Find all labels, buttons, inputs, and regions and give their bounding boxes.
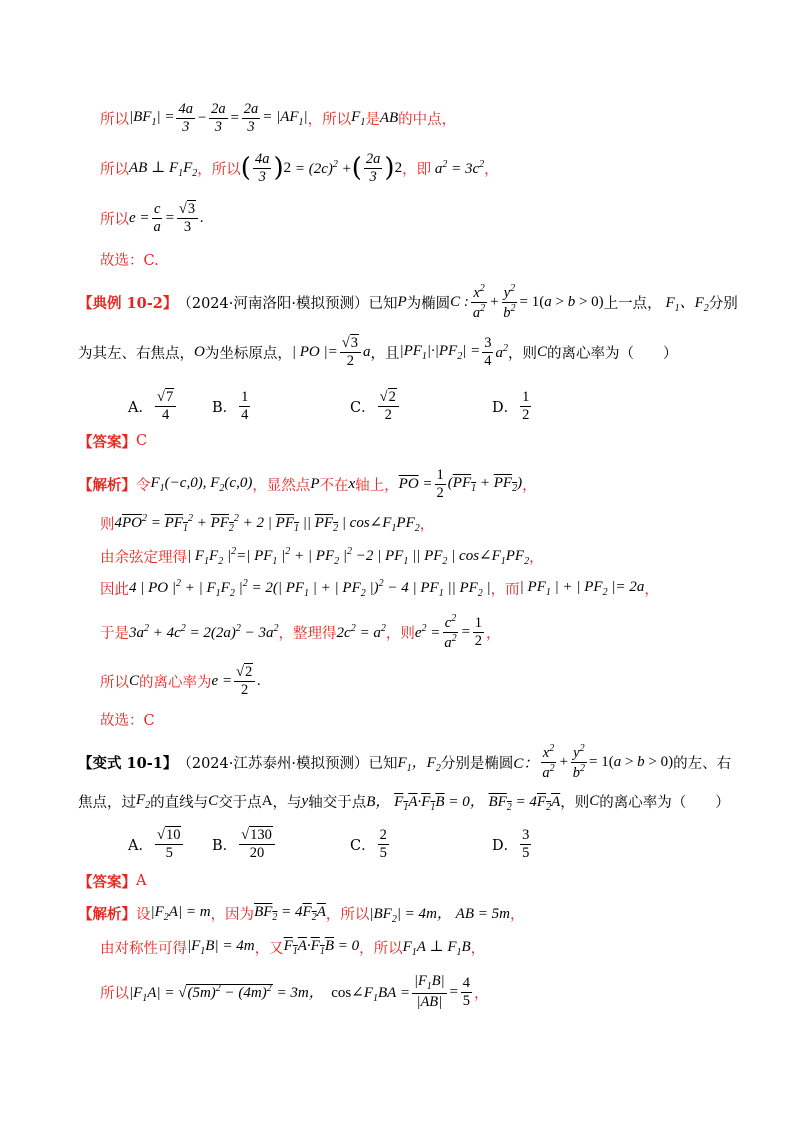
text: 是 <box>365 111 380 128</box>
example-line-2: 为其左、右焦点， O 为坐标原点， | PO |= $\frac{√3}{2}$ a ，且 $|PF_1|\cdot|PF_2|$ = $\frac{3}{4}$ $a^2$ ，则 C 的离心率为（ ） <box>78 334 678 369</box>
text: 所以 <box>100 111 129 128</box>
analysis-line-5: 于是 $3a^2 + 4c^2 = 2(2a)^2 - 3a^2$ ，整理得 $2c^2 = a^2$ ，则 $e^2$ = $\frac{c^2}{a^2}$ = $\frac{1}{2}$ ， <box>100 613 501 651</box>
option-a: A． $\frac{√10}{5}$ <box>128 824 185 864</box>
answer-value: A <box>136 873 147 889</box>
text: ，即 <box>402 161 432 178</box>
analysis-line-7: 故选：C <box>100 712 155 729</box>
variant-analysis-line-3: 所以 $|F_1A| = √(5m)^2 - (4m)^2 = 3m$， $\cos\angle F_1BA$ = $\frac{|F_1B|}{|AB|}$ = $\frac{4}{5}$ ， <box>100 973 489 1010</box>
variant-line-2: 焦点，过 $F_2$ 的直线与 C 交于点 A ，与 y 轴交于点 B， $F_1A\cdot F_1B = 0$， $BF_2 = 4F_2A$ ，则 C 的离心率为（ ） <box>78 791 730 813</box>
answer-label: 【答案】 <box>78 873 136 891</box>
answer-choice-line <box>100 248 740 270</box>
option-d: D． $\frac{3}{5}$ <box>492 826 530 861</box>
solution-line-1: 所以 $|BF_1|$ = $\frac{4a}{3}$ − $\frac{2a}{3}$ = $\frac{2a}{3}$ = $|AF_1|$ ，所以 $F_1$ 是 AB 的中点， <box>100 100 457 135</box>
text: ，所以 <box>197 161 241 178</box>
text: 上一点， <box>603 295 662 312</box>
option-a: A． $\frac{√7}{4}$ <box>128 386 178 426</box>
text: ，且 <box>370 345 400 362</box>
analysis-line-1: 【解析】 令 $F_1(-c,0)$, $F_2(c,0)$ ，显然点 P 不在 x 轴上， $\overline{PO}$ = $\frac{1}{2}$ $(PF_1 + PF_2)$ ， <box>78 466 537 501</box>
text: 所以 <box>100 161 129 178</box>
fraction: $\frac{4a}{3}$ <box>178 100 193 135</box>
answer-line <box>78 870 740 892</box>
analysis-label: 【解析】 <box>78 905 136 923</box>
fraction: $\frac{2a}{3}$ <box>243 100 259 135</box>
variant-title-line: 【变式 10-1】 （2024·江苏泰州·模拟预测）已知 $F_1$，$F_2$ 分别是椭圆 C： $\frac{x^2}{a^2}$ + $\frac{y^2}{b^2}$ = 1(a > b > 0) 的左、右 <box>78 743 732 781</box>
analysis-line-4: 因此 4 | PO $|^2$ + | $F_1F_2$ $|^2 = 2(|$ $PF_1$ | + | $PF_2$ |)$^2$ − 4 | $PF_1$ || $PF_2$ | ，而 | $PF_1$ | + | $PF_2$ |= 2a ， <box>100 577 659 599</box>
analysis-line-6: 所以 C 的离心率为 e = $\frac{√2}{2}$ . <box>100 663 262 698</box>
text: 的离心率为（ ） <box>546 345 678 362</box>
text: 所以 <box>100 211 129 228</box>
text: ，所以 <box>307 111 352 128</box>
formula: $|BF_1|$ = <box>129 108 175 128</box>
fraction: $\frac{2a}{3}$ <box>211 100 226 135</box>
text: 为椭圆 <box>406 295 451 312</box>
analysis-line-3: 由余弦定理得 | $F_1F_2$ $|^2=|$ $PF_1$ $|^2$ + | $PF_2$ $|^2 -2$ | $PF_1$ || $PF_2$ | $\cos\angle F_1PF_2$ ， <box>100 545 544 567</box>
solution-line-3: 所以 e = $\frac{c}{a}$ = $\frac{√3}{3}$ . <box>100 200 204 235</box>
variant-label: 【变式 10-1】 <box>78 754 178 772</box>
option-b: B． $\frac{√130}{20}$ <box>212 824 277 864</box>
text: 分别 <box>708 295 738 312</box>
option-d: D． $\frac{1}{2}$ <box>492 388 530 423</box>
option-c: C． $\frac{2}{5}$ <box>350 826 387 861</box>
answer-line <box>78 430 740 452</box>
answer-value: C <box>136 433 148 449</box>
text: （2024·河南洛阳·模拟预测）已知 <box>177 295 398 312</box>
text: 为其左、右焦点， <box>78 345 194 362</box>
variant-analysis-line-2: 由对称性可得 $|F_1B| = 4m$ ，又 $F_1A\cdot F_1B = 0$ ，所以 $F_1A$ ⊥ $F_1B$ ， <box>100 937 486 958</box>
option-b: B． $\frac{1}{4}$ <box>212 388 249 423</box>
answer-label: 【答案】 <box>78 433 136 451</box>
variant-analysis-line-1: 【解析】 设 $|F_2A| = m$ ，因为 $BF_2 = 4F_2A$ ，所以 $|BF_2| = 4m$， AB = 5m ， <box>78 903 525 925</box>
text: 的中点， <box>398 111 457 128</box>
text: 为坐标原点， <box>204 345 292 362</box>
analysis-label: 【解析】 <box>78 476 136 494</box>
solution-line-2: 所以 AB ⊥ $F_1F_2$ ，所以 ( $\frac{4a}{3}$ ) 2 = $(2c)^2$ + ( $\frac{2a}{3}$ ) 2 ，即 $a^2 = 3c^2$ ， <box>100 150 499 185</box>
example-label: 【典例 10-2】 <box>78 294 178 312</box>
text: 故选：C. <box>100 252 159 269</box>
analysis-line-2: 则 $4\overline{PO}^2 = PF_1^2 + PF_2^2 + 2$ | $PF_1$ || $PF_2$ | $\cos\angle F_1PF_2$ ， <box>100 512 435 534</box>
example-title-line: 【典例 10-2】 （2024·河南洛阳·模拟预测）已知 P 为椭圆 C : $\frac{x^2}{a^2}$ + $\frac{y^2}{b^2}$ = 1(a > b > 0) 上一点， $F_1$、$F_2$ 分别 <box>78 283 738 321</box>
text: ，则 <box>507 345 537 362</box>
option-c: C． $\frac{√2}{2}$ <box>350 386 401 426</box>
